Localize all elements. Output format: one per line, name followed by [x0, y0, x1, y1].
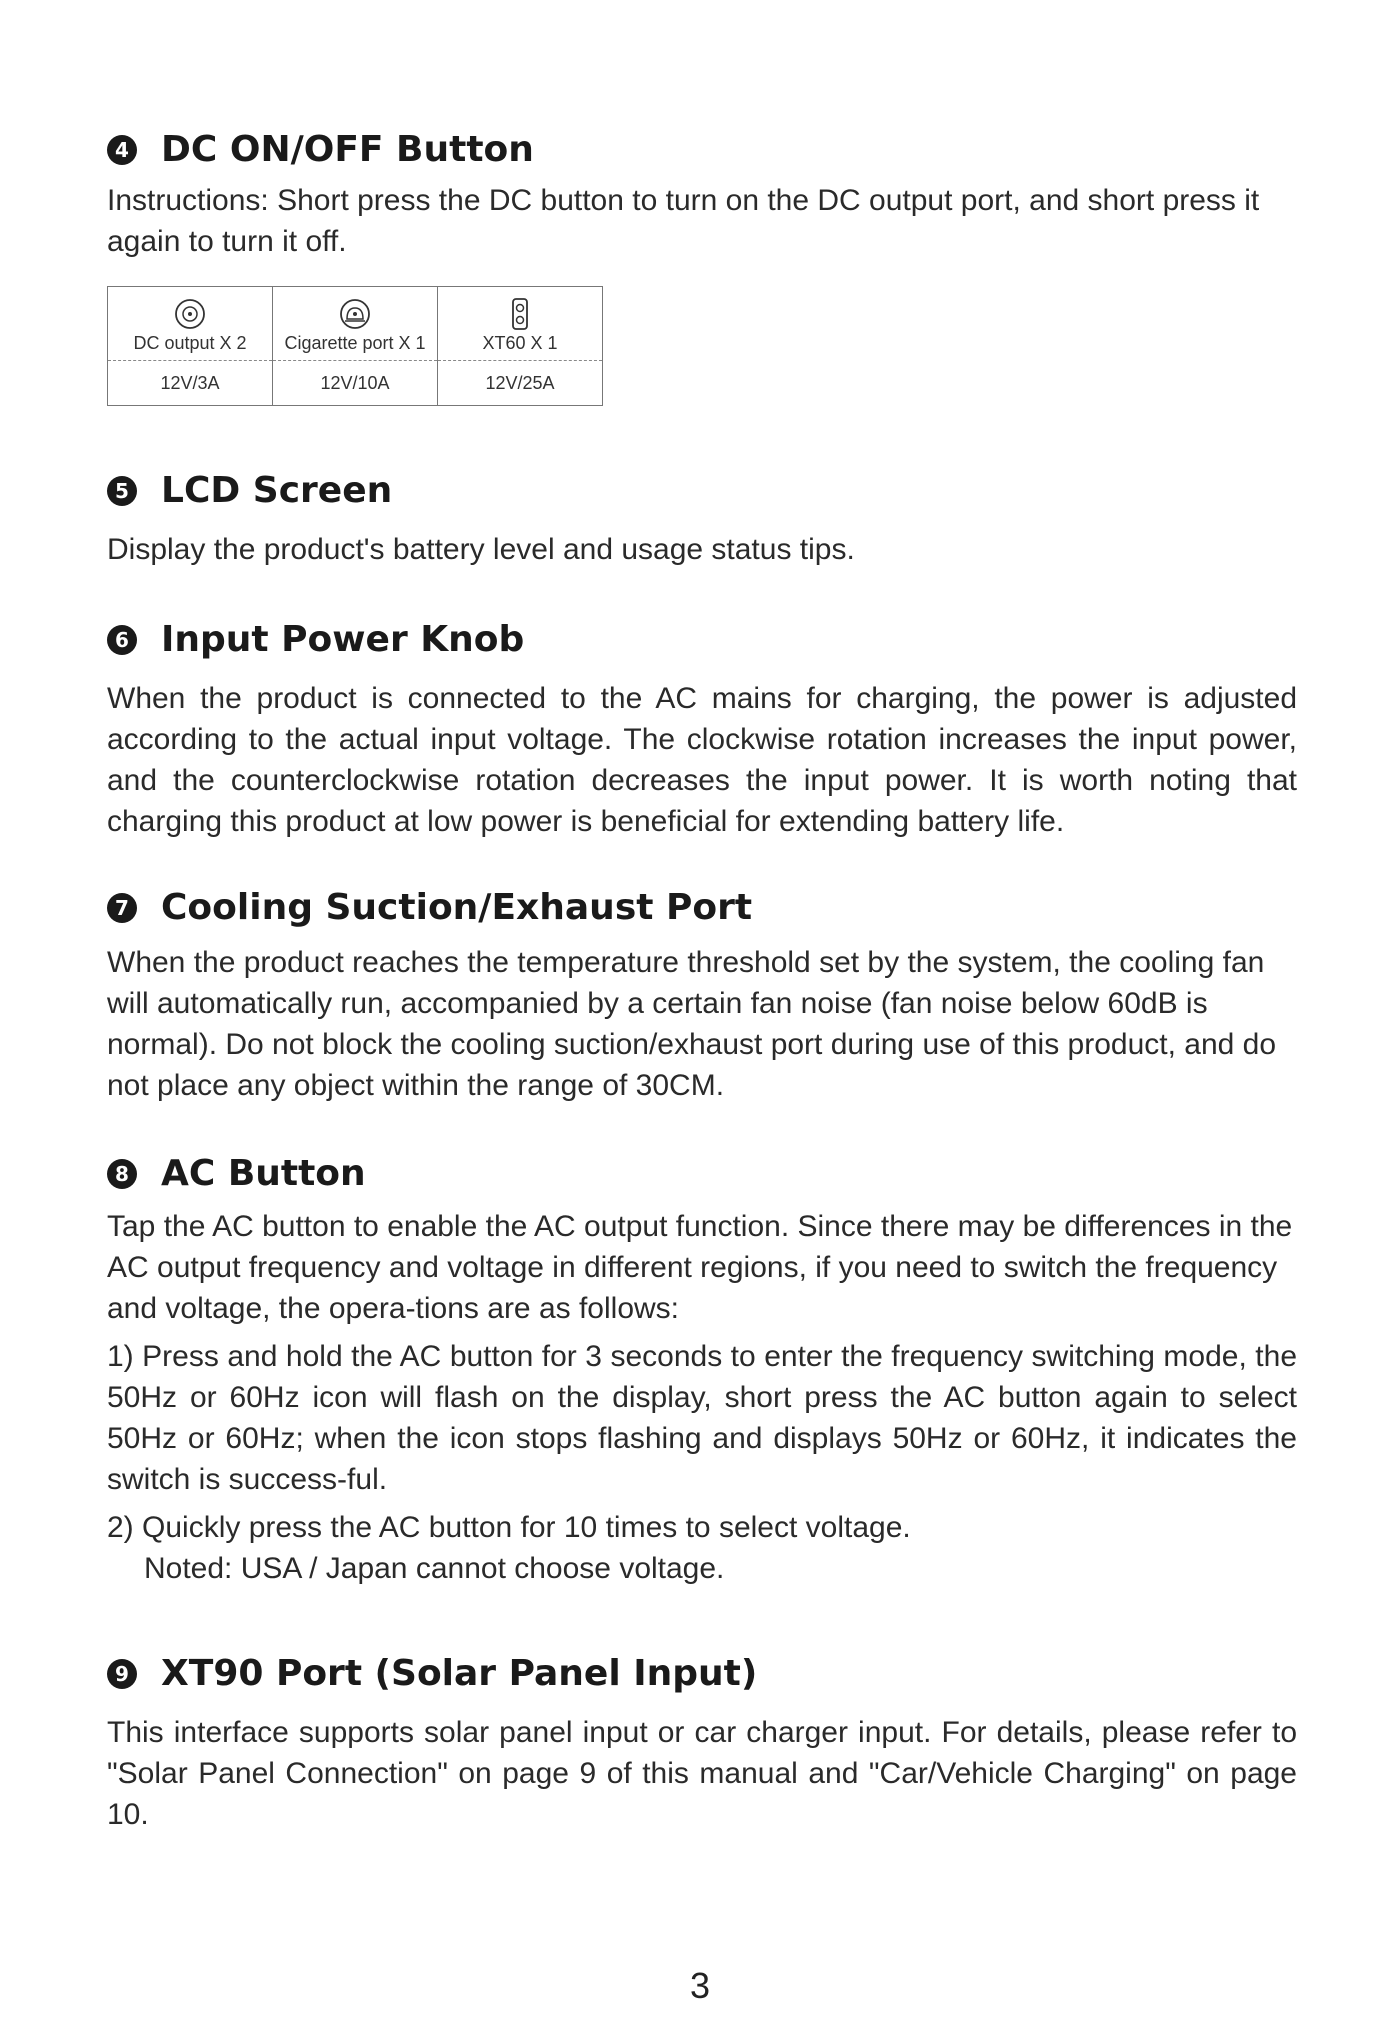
port-cell-cigarette [272, 287, 437, 405]
section-heading [107, 887, 1297, 928]
section-number: 9 [107, 1659, 137, 1689]
section-xt90-port [107, 1653, 1297, 1835]
section-text: When the product is connected to the AC mains for charging, the power is adjusted according to the actual input voltage. The clockwise rotation increases the input power, and the counterclockwise rotation decreases the input power. It is worth noting that charging this product at low power is beneficial for extending battery life. [107, 682, 1297, 838]
port-cell-xt60 [437, 287, 602, 405]
section-heading [107, 470, 1297, 511]
dc-port-table [107, 286, 603, 406]
section-input-power-knob [107, 619, 1297, 842]
section-number: 7 [107, 893, 137, 923]
list-item: 1) Press and hold the AC button for 3 seconds to enter the frequency switching mode, the 50Hz or 60Hz icon will flash on the display, short press the AC button again to select 50Hz or 60Hz; when the icon stops flashing and displays 50Hz or 60Hz, it indicates the switch is success-ful. [107, 1340, 1297, 1496]
section-dc-button [107, 129, 1297, 262]
xt60-port-icon [438, 297, 602, 331]
section-title: DC ON/OFF Button [161, 129, 534, 170]
dc-port-icon [108, 297, 272, 331]
section-title: XT90 Port (Solar Panel Input) [161, 1653, 758, 1694]
port-name: Cigarette port X 1 [284, 333, 426, 353]
page-number: 3 [689, 1965, 711, 2006]
section-number: 5 [107, 476, 137, 506]
section-cooling-port [107, 887, 1297, 1106]
section-heading [107, 129, 1297, 170]
section-number: 6 [107, 625, 137, 655]
section-title: LCD Screen [161, 470, 393, 511]
section-title: Input Power Knob [161, 619, 525, 660]
section-number: 4 [107, 135, 137, 165]
section-heading [107, 619, 1297, 660]
cigarette-port-icon [273, 297, 437, 331]
note-text: Noted: USA / Japan cannot choose voltage. [144, 1552, 725, 1585]
divider [438, 360, 602, 361]
section-text: Instructions: Short press the DC button to turn on the DC output port, and short press it again to turn it off. [107, 184, 1260, 258]
divider [273, 360, 437, 361]
section-text: Tap the AC button to enable the AC output function. Since there may be differences in the AC output frequency and voltage in different regions, if you need to switch the frequency and voltage, the opera-tions are as follows: [107, 1210, 1293, 1325]
section-title: AC Button [161, 1153, 366, 1194]
port-name: XT60 X 1 [482, 333, 558, 353]
list-item: 2) Quickly press the AC button for 10 times to select voltage. [107, 1511, 911, 1544]
port-spec: 12V/10A [320, 373, 390, 393]
port-spec: 12V/3A [160, 373, 220, 393]
port-name: DC output X 2 [133, 333, 247, 353]
section-heading [107, 1153, 1297, 1194]
divider [108, 360, 272, 361]
section-text: This interface supports solar panel input or car charger input. For details, please refer to "Solar Panel Connection" on page 9 of this manual and "Car/Vehicle Charging" on page 10. [107, 1716, 1297, 1831]
section-text: When the product reaches the temperature threshold set by the system, the cooling fan will automatically run, accompanied by a certain fan noise (fan noise below 60dB is normal). Do not block the cooling suction/exhaust port during use of this product, and do not place any object within the range of 30CM. [107, 946, 1277, 1102]
port-spec: 12V/25A [485, 373, 555, 393]
section-lcd-screen [107, 470, 1297, 570]
section-heading [107, 1653, 1297, 1694]
port-cell-dc [108, 287, 272, 405]
section-ac-button [107, 1153, 1297, 1589]
section-number: 8 [107, 1159, 137, 1189]
section-text: Display the product's battery level and usage status tips. [107, 533, 855, 566]
section-title: Cooling Suction/Exhaust Port [161, 887, 753, 928]
